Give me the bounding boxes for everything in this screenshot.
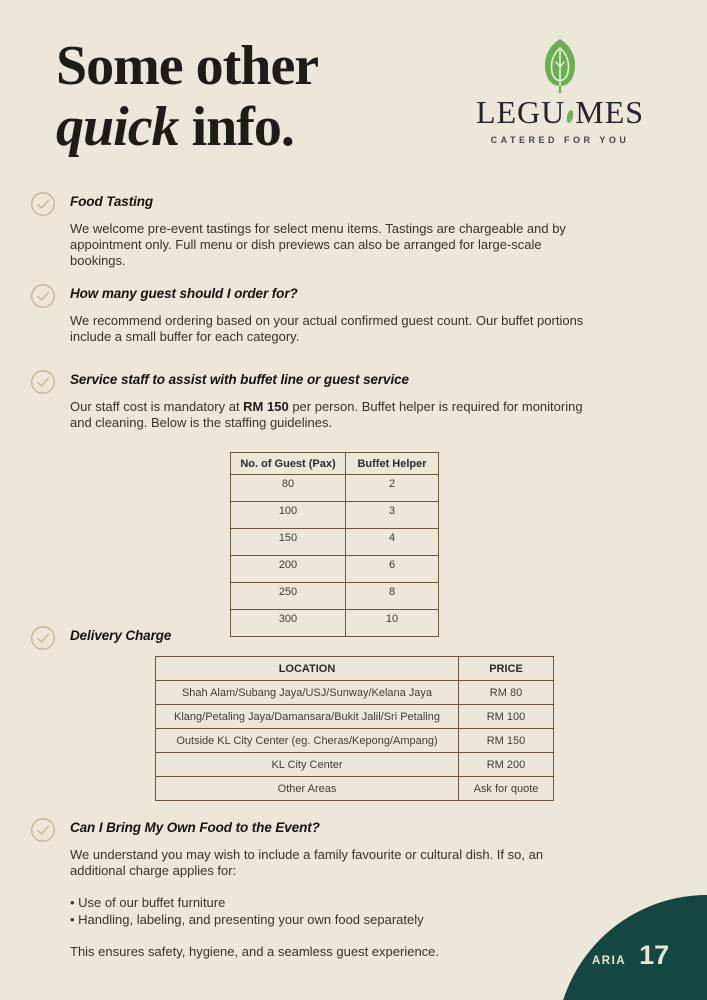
cell-location: Outside KL City Center (eg. Cheras/Kepong/Ampang) [156, 729, 459, 753]
column-header: Buffet Helper [346, 453, 439, 475]
cell-guests: 80 [231, 475, 346, 502]
section-heading: Food Tasting [70, 194, 154, 209]
page-title-line2-rest: info. [178, 96, 294, 158]
section-heading: How many guest should I order for? [70, 286, 298, 301]
table-row [231, 529, 439, 556]
check-icon [30, 283, 56, 309]
check-icon [30, 191, 56, 217]
section-guest-count [30, 286, 590, 345]
footer-label: ARIA [592, 955, 627, 967]
body-text: per person. Buffet helper is required for monitoring and cleaning. Below is the staffing guidelines. [70, 399, 583, 431]
cell-helpers: 10 [346, 610, 439, 637]
cell-location: Other Areas [156, 777, 459, 801]
column-header: LOCATION [156, 657, 459, 681]
page-title [56, 36, 318, 158]
list-item: • Use of our buffet furniture [70, 895, 597, 911]
cell-price: RM 200 [459, 753, 554, 777]
cell-guests: 250 [231, 583, 346, 610]
cell-helpers: 4 [346, 529, 439, 556]
cell-helpers: 8 [346, 583, 439, 610]
cell-price: RM 150 [459, 729, 554, 753]
leaf-icon [541, 38, 579, 94]
check-icon [30, 625, 56, 651]
leaf-accent-icon [566, 110, 575, 124]
table-header-row [156, 657, 554, 681]
brand-left: LEGU [475, 94, 566, 130]
cell-price: RM 100 [459, 705, 554, 729]
table-header-row [231, 453, 439, 475]
body-bold-text: RM 150 [243, 399, 289, 414]
staffing-table [230, 452, 439, 637]
list-item: • Handling, labeling, and presenting your own food separately [70, 912, 597, 928]
page-number: 17 [639, 940, 670, 970]
section-heading: Delivery Charge [70, 628, 172, 643]
cell-price: Ask for quote [459, 777, 554, 801]
table-row [231, 556, 439, 583]
section-heading: Can I Bring My Own Food to the Event? [70, 820, 320, 835]
table-row [156, 777, 554, 801]
table-row [156, 705, 554, 729]
section-delivery-charge [30, 628, 590, 643]
section-body [70, 399, 597, 431]
brand-logo [468, 38, 652, 145]
cell-location: KL City Center [156, 753, 459, 777]
cell-helpers: 6 [346, 556, 439, 583]
page-footer [592, 940, 669, 971]
cell-helpers: 3 [346, 502, 439, 529]
delivery-table [155, 656, 554, 801]
brand-tagline: CATERED FOR YOU [490, 135, 630, 145]
check-icon [30, 817, 56, 843]
section-service-staff [30, 372, 590, 431]
cell-guests: 200 [231, 556, 346, 583]
table-row [156, 729, 554, 753]
page-title-line2-italic: quick [56, 96, 179, 158]
brand-right: MES [575, 94, 645, 130]
brand-wordmark [468, 96, 652, 128]
column-header: No. of Guest (Pax) [231, 453, 346, 475]
body-text: Our staff cost is mandatory at [70, 399, 244, 414]
cell-location: Shah Alam/Subang Jaya/USJ/Sunway/Kelana Jaya [156, 681, 459, 705]
table-row [231, 475, 439, 502]
section-body: We welcome pre-event tastings for select menu items. Tastings are chargeable and by appointment only. Full menu or dish previews can also be arranged for large-scale bookings. [70, 221, 566, 269]
section-heading: Service staff to assist with buffet line or guest service [70, 372, 409, 387]
cell-guests: 150 [231, 529, 346, 556]
table-row [231, 583, 439, 610]
section-own-food [30, 820, 590, 960]
bullet-list [70, 895, 597, 927]
cell-guests: 100 [231, 502, 346, 529]
table-row [156, 681, 554, 705]
section-closing: This ensures safety, hygiene, and a seamless guest experience. [70, 943, 440, 959]
cell-price: RM 80 [459, 681, 554, 705]
section-body: We understand you may wish to include a family favourite or cultural dish. If so, an additional charge applies for: [70, 847, 544, 879]
cell-location: Klang/Petaling Jaya/Damansara/Bukit Jalil/Sri Petaling [156, 705, 459, 729]
table-row [231, 502, 439, 529]
table-row [156, 753, 554, 777]
column-header: PRICE [459, 657, 554, 681]
check-icon [30, 369, 56, 395]
page-title-line1: Some other [56, 35, 319, 97]
section-body: We recommend ordering based on your actual confirmed guest count. Our buffet portions include a small buffer for each category. [70, 313, 584, 345]
section-food-tasting [30, 194, 590, 270]
cell-helpers: 2 [346, 475, 439, 502]
cell-guests: 300 [231, 610, 346, 637]
